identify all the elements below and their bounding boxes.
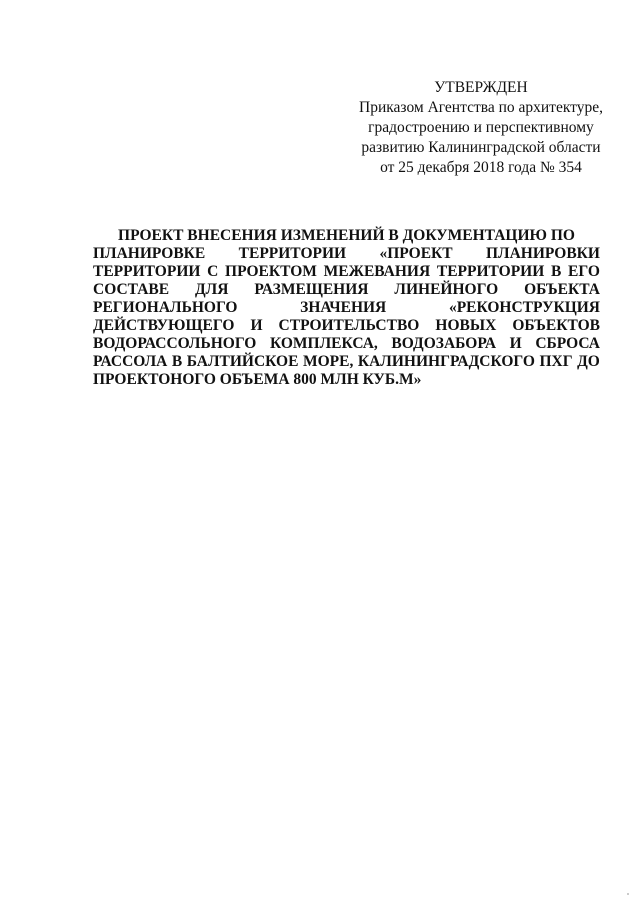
approval-line-1: Приказом Агентства по архитектуре, <box>359 99 603 116</box>
title-word: РЕГИОНАЛЬНОГО <box>93 299 238 316</box>
title-word: НОВЫХ <box>435 317 497 334</box>
title-word: СТРОИТЕЛЬСТВО <box>278 317 420 334</box>
title-word: ОБЪЕКТА <box>524 281 600 298</box>
title-line <box>93 299 600 317</box>
title-word: КОМПЛЕКСА, <box>269 335 378 352</box>
title-word: ЗНАЧЕНИЯ <box>300 299 387 316</box>
approval-heading: УТВЕРЖДЕН <box>434 79 528 96</box>
approval-line-4: от 25 декабря 2018 года № 354 <box>380 159 582 176</box>
title-line: ПРОЕКТОНОГО ОБЪЕМА 800 МЛН КУБ.М» <box>93 371 422 388</box>
title-word: ВОДОЗАБОРА <box>391 335 497 352</box>
title-word: ДЕЙСТВУЮЩЕГО <box>93 317 235 334</box>
title-word: ВОДОРАССОЛЬНОГО <box>93 335 257 352</box>
title-word: И <box>509 335 522 352</box>
title-line <box>93 335 600 353</box>
title-word: «ПРОЕКТ <box>379 245 453 262</box>
title-word: РАЗМЕЩЕНИЯ <box>254 281 369 298</box>
title-word: СБРОСА <box>535 335 600 352</box>
title-word: СОСТАВЕ <box>93 281 170 298</box>
title-word: ДЛЯ <box>195 281 229 298</box>
approval-line-3: развитию Калининградской области <box>361 139 601 156</box>
scan-speck <box>627 893 629 895</box>
title-word: ПЛАНИРОВКЕ <box>93 245 206 262</box>
title-word: ОБЪЕКТОВ <box>512 317 600 334</box>
approval-stamp <box>356 78 606 178</box>
title-word: ТЕРРИТОРИИ <box>238 245 347 262</box>
title-word: ПЛАНИРОВКИ <box>486 245 600 262</box>
title-line: ТЕРРИТОРИИ С ПРОЕКТОМ МЕЖЕВАНИЯ ТЕРРИТОРИИ В ЕГО <box>93 263 600 280</box>
document-title <box>93 227 600 389</box>
title-line: РАССОЛА В БАЛТИЙСКОЕ МОРЕ, КАЛИНИНГРАДСКОГО ПХГ ДО <box>93 353 600 370</box>
title-line: ПРОЕКТ ВНЕСЕНИЯ ИЗМЕНЕНИЙ В ДОКУМЕНТАЦИЮ ПО <box>118 227 575 244</box>
title-word: И <box>250 317 263 334</box>
title-line <box>93 317 600 335</box>
title-word: «РЕКОНСТРУКЦИЯ <box>448 299 600 316</box>
approval-line-2: градостроению и перспективному <box>368 119 594 136</box>
title-word: ЛИНЕЙНОГО <box>394 281 499 298</box>
title-line <box>93 281 600 299</box>
title-line <box>93 245 600 263</box>
